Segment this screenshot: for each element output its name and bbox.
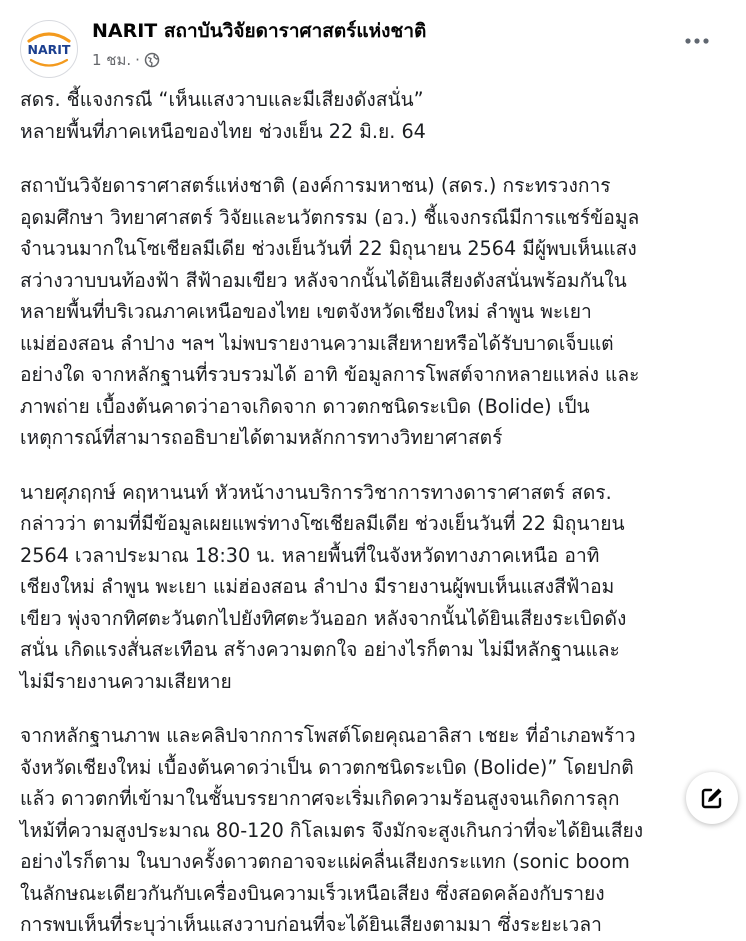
text-line: เขียว พุ่งจากทิศตะวันตกไปยังทิศตะวันออก หลังจากนั้นได้ยินเสียงระเบิดดัง [20,606,627,630]
text-line: 2564 เวลาประมาณ 18:30 น. หลายพื้นที่ในจังหวัดทางภาคเหนือ อาทิ [20,543,600,567]
more-horizontal-icon [684,37,710,45]
meta-separator: · [135,51,140,69]
text-line: สนั่น เกิดแรงสั่นสะเทือน สร้างความตกใจ อย่างไรก็ตาม ไม่มีหลักฐานและ [20,638,620,661]
globe-icon [144,52,160,68]
text-line: อย่างใด จากหลักฐานที่รวบรวมได้ อาทิ ข้อมูลการโพสต์จากหลายแหล่ง และ [20,363,640,386]
text-line: อุดมศึกษา วิทยาศาสตร์ วิจัยและนวัตกรรม (อว.) ชี้แจงกรณีมีการแชร์ข้อมูล [20,205,640,229]
text-line: สถาบันวิจัยดาราศาสตร์แห่งชาติ (องค์การมหาชน) (สดร.) กระทรวงการ [20,174,611,197]
title-line: หลายพื้นที่ภาคเหนือของไทย ช่วงเย็น 22 มิ.ย. 64 [20,119,426,143]
text-line: เชียงใหม่ ลำพูน พะเยา แม่ฮ่องสอน ลำปาง มีรายงานผู้พบเห็นแสงสีฟ้าอม [20,575,615,598]
text-line: แล้ว ดาวตกที่เข้ามาในชั้นบรรยากาศจะเริ่มเกิดความร้อนสูงจนเกิดการลุก [20,787,620,810]
title-line: สดร. ชี้แจงกรณี “เห็นแสงวาบและมีเสียงดังสนั่น” [20,88,424,111]
text-line: อย่างไรก็ตาม ในบางครั้งดาวตกอาจจะแผ่คลื่นเสียงกระแทก (sonic boom [20,850,630,873]
text-line: ภาพถ่าย เบื้องต้นคาดว่าอาจเกิดจาก ดาวตกชนิดระเบิด (Bolide) เป็น [20,394,590,418]
narit-logo-icon [21,21,77,77]
text-line: จังหวัดเชียงใหม่ เบื้องต้นคาดว่าเป็น ดาวตกชนิดระเบิด (Bolide)” โดยปกติ [20,755,634,779]
compose-button[interactable] [686,772,738,824]
post-header [0,0,746,80]
text-line: นายศุภฤกษ์ คฤหานนท์ หัวหน้างานบริการวิชาการทางดาราศาสตร์ สดร. [20,480,612,504]
text-line: ไหม้ที่ความสูงประมาณ 80-120 กิโลเมตร จึงมักจะสูงเกินกว่าที่จะได้ยินเสียง [20,818,644,842]
text-line: สว่างวาบบนท้องฟ้า สีฟ้าอมเขียว หลังจากนั้นได้ยินเสียงดังสนั่นพร้อมกันใน [20,268,627,292]
post-body [20,84,726,941]
text-line: การพบเห็นที่ระบุว่าเห็นแสงวาบก่อนที่จะได้ยินเสียงตามมา ซึ่งระยะเวลา [20,913,602,936]
text-line: แม่ฮ่องสอน ลำปาง ฯลฯ ไม่พบรายงานความเสียหายหรือได้รับบาดเจ็บแต่ [20,331,614,355]
text-line: เหตุการณ์ที่สามารถอธิบายได้ตามหลักการทางวิทยาศาสตร์ [20,426,503,449]
text-line: จากหลักฐานภาพ และคลิปจากการโพสต์โดยคุณอาลิสา เชยะ ที่อำเภอพร้าว [20,724,636,747]
text-line: ในลักษณะเดียวกันกับเครื่องบินความเร็วเหนือเสียง ซึ่งสอดคล้องกับรายง [20,881,605,905]
post-timestamp[interactable]: 1 ชม. [92,51,132,69]
paragraph-1 [20,170,726,454]
text-line: จำนวนมากในโซเชียลมีเดีย ช่วงเย็นวันที่ 22 มิถุนายน 2564 มีผู้พบเห็นแสง [20,237,637,260]
compose-icon [699,785,725,811]
text-line: กล่าวว่า ตามที่มีข้อมูลเผยแพร่ทางโซเชียลมีเดีย ช่วงเย็นวันที่ 22 มิถุนายน [20,512,625,535]
post-title [20,84,726,147]
text-line: ไม่มีรายงานความเสียหาย [20,669,232,693]
avatar-text: NARIT [27,42,71,57]
post-meta [92,48,160,72]
more-options-button[interactable] [682,26,712,56]
page-name[interactable]: NARIT สถาบันวิจัยดาราศาสตร์แห่งชาติ [92,20,427,42]
paragraph-3 [20,720,726,941]
paragraph-2 [20,477,726,698]
text-line: หลายพื้นที่บริเวณภาคเหนือของไทย เขตจังหวัดเชียงใหม่ ลำพูน พะเยา [20,300,592,323]
avatar[interactable] [20,20,78,78]
